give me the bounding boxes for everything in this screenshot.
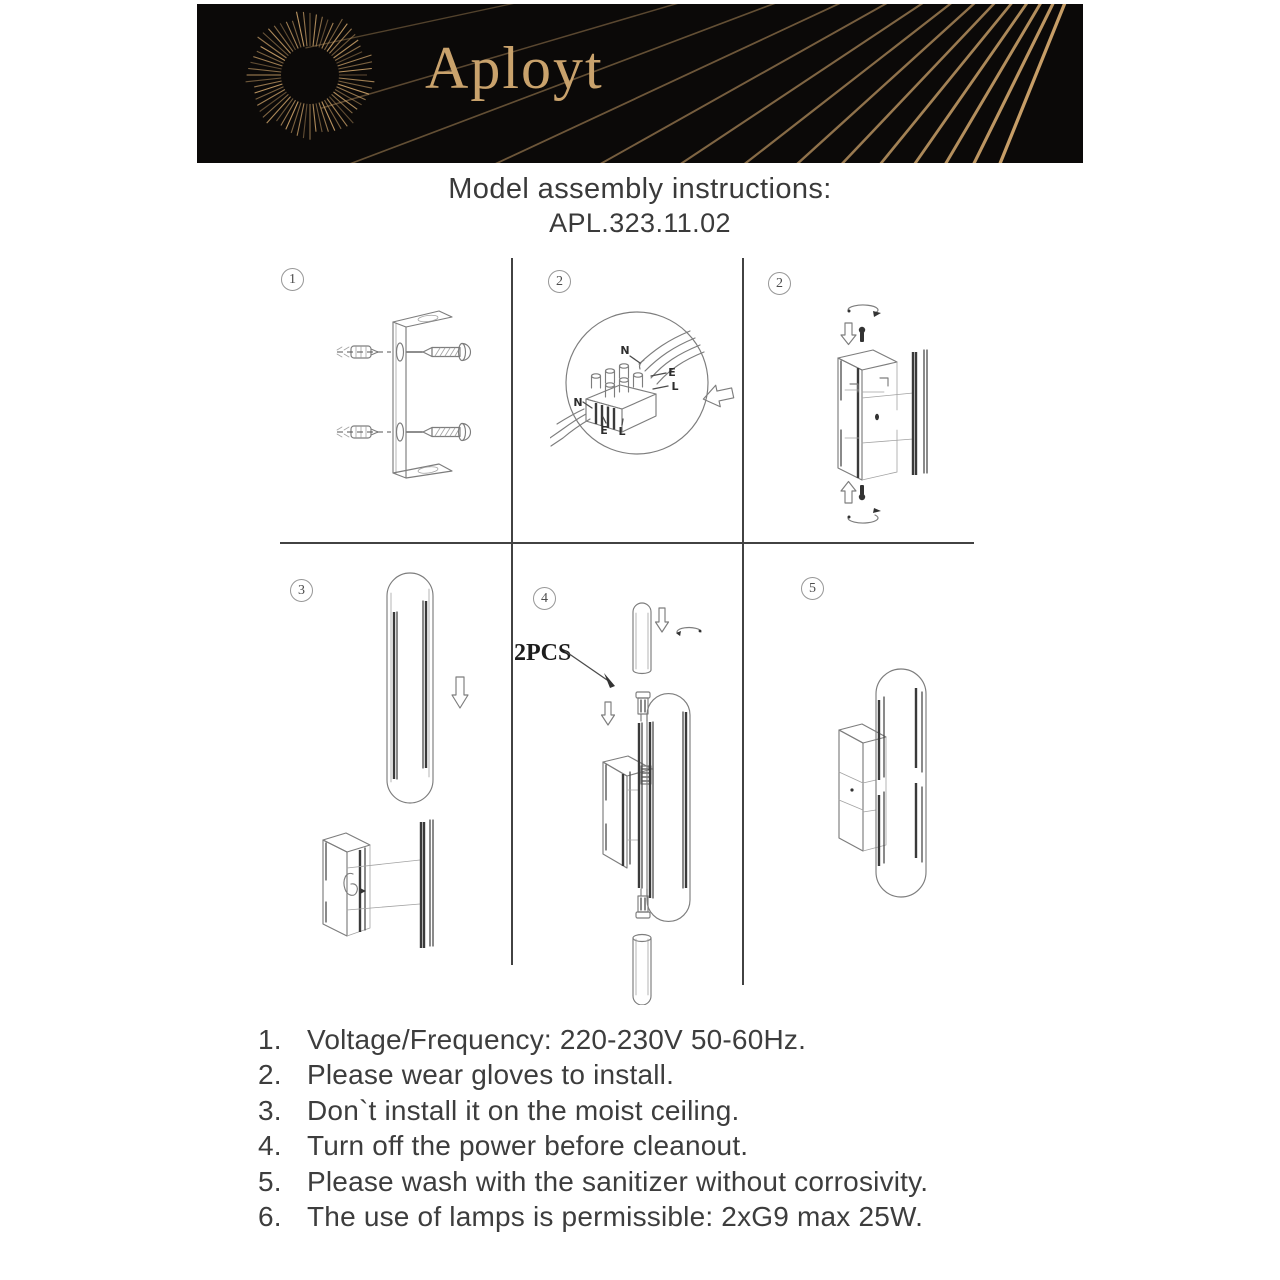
g9-socket-bottom bbox=[636, 889, 650, 918]
step-1-diagram-bracket bbox=[320, 300, 495, 495]
bracket-panels bbox=[421, 820, 433, 948]
model-number: APL.323.11.02 bbox=[549, 208, 731, 238]
assembly-title: Model assembly instructions: bbox=[448, 173, 832, 205]
brand-wordmark: Aployt bbox=[425, 35, 604, 101]
lamp-body bbox=[838, 350, 913, 480]
wire-label-n-in: N bbox=[620, 344, 630, 357]
lamp-ring bbox=[387, 573, 433, 803]
glass-tube-bottom bbox=[633, 935, 651, 1006]
note-number: 2. bbox=[258, 1059, 282, 1091]
step-5-diagram-finished bbox=[815, 645, 965, 910]
qty-callout: 2PCS bbox=[514, 640, 572, 666]
step-1-number: 1 bbox=[289, 271, 296, 287]
note-text: Turn off the power before cleanout. bbox=[307, 1130, 749, 1162]
step-2-diagram-wiring bbox=[550, 300, 745, 465]
step-4-diagram-lamps bbox=[510, 595, 725, 1005]
arrow-down-icon bbox=[656, 608, 669, 632]
step-3-number: 3 bbox=[298, 582, 305, 598]
note-row-6 bbox=[258, 1201, 928, 1236]
step-2-badge bbox=[548, 270, 571, 293]
screw-top-icon bbox=[859, 327, 865, 342]
grid-divider-horizontal bbox=[280, 542, 974, 544]
step-5-badge bbox=[801, 577, 824, 600]
step-1-badge bbox=[281, 268, 304, 291]
step-2b-number: 2 bbox=[776, 275, 783, 291]
outgoing-wires bbox=[550, 409, 590, 446]
screw-bottom-icon bbox=[859, 485, 865, 500]
arrow-down-icon bbox=[452, 677, 468, 708]
note-row-1 bbox=[258, 1024, 928, 1059]
note-number: 1. bbox=[258, 1024, 282, 1055]
arrow-down-icon bbox=[841, 323, 856, 345]
g9-socket-top bbox=[636, 692, 650, 721]
terminal-block bbox=[586, 364, 656, 432]
note-number: 3. bbox=[258, 1094, 282, 1126]
step-3-diagram-ring bbox=[295, 555, 485, 955]
note-text: Don`t install it on the moist ceiling. bbox=[307, 1094, 740, 1126]
note-text: Please wash with the sanitizer without corrosivity. bbox=[307, 1165, 929, 1197]
lamp-ring bbox=[876, 669, 926, 897]
lamp-ring bbox=[647, 694, 690, 922]
arrow-left-icon bbox=[701, 382, 735, 410]
wire-labels bbox=[573, 344, 678, 438]
step-5-number: 5 bbox=[809, 580, 816, 596]
note-number: 5. bbox=[258, 1165, 282, 1197]
step-2-number: 2 bbox=[556, 273, 563, 289]
safety-notes-list bbox=[258, 1024, 928, 1236]
note-row-3 bbox=[258, 1095, 928, 1130]
clip-top-icon bbox=[848, 305, 882, 317]
lamp-body bbox=[603, 756, 652, 868]
wire-label-e-in: E bbox=[668, 366, 676, 379]
arrow-down-icon bbox=[602, 702, 615, 725]
bracket-panels bbox=[913, 350, 927, 475]
note-row-2 bbox=[258, 1059, 928, 1094]
wire-label-l-in: L bbox=[671, 380, 679, 393]
wire-label-e-out: E bbox=[600, 424, 608, 437]
note-text: Please wear gloves to install. bbox=[307, 1059, 675, 1091]
wiring-detail-circle bbox=[566, 312, 708, 454]
step-2b-badge bbox=[768, 272, 791, 295]
note-number: 6. bbox=[258, 1200, 282, 1232]
note-row-5 bbox=[258, 1166, 928, 1201]
note-text: Voltage/Frequency: 220-230V 50-60Hz. bbox=[307, 1024, 807, 1055]
callout-arrowhead-icon bbox=[604, 673, 615, 688]
step-2b-diagram-body-mount bbox=[810, 295, 960, 540]
starburst-logo bbox=[246, 12, 375, 140]
wire-label-l-out: L bbox=[618, 425, 626, 438]
clip-icon bbox=[676, 628, 701, 636]
step-4-number: 4 bbox=[541, 590, 548, 606]
arrow-up-icon bbox=[841, 482, 856, 504]
clip-bottom-icon bbox=[848, 508, 882, 523]
mounting-bracket bbox=[393, 311, 452, 478]
cable-hook bbox=[344, 873, 357, 895]
glass-tube-top bbox=[633, 603, 651, 674]
callout-leader bbox=[565, 651, 610, 682]
note-row-4 bbox=[258, 1130, 928, 1165]
brand-banner bbox=[197, 4, 1083, 163]
note-number: 4. bbox=[258, 1130, 282, 1162]
lamp-body bbox=[323, 833, 420, 936]
wire-label-n-out: N bbox=[573, 396, 583, 409]
banner-decor bbox=[197, 4, 1083, 163]
decorative-rays-icon bbox=[305, 4, 1075, 163]
note-text: The use of lamps is permissible: 2xG9 max 25W. bbox=[307, 1200, 924, 1232]
